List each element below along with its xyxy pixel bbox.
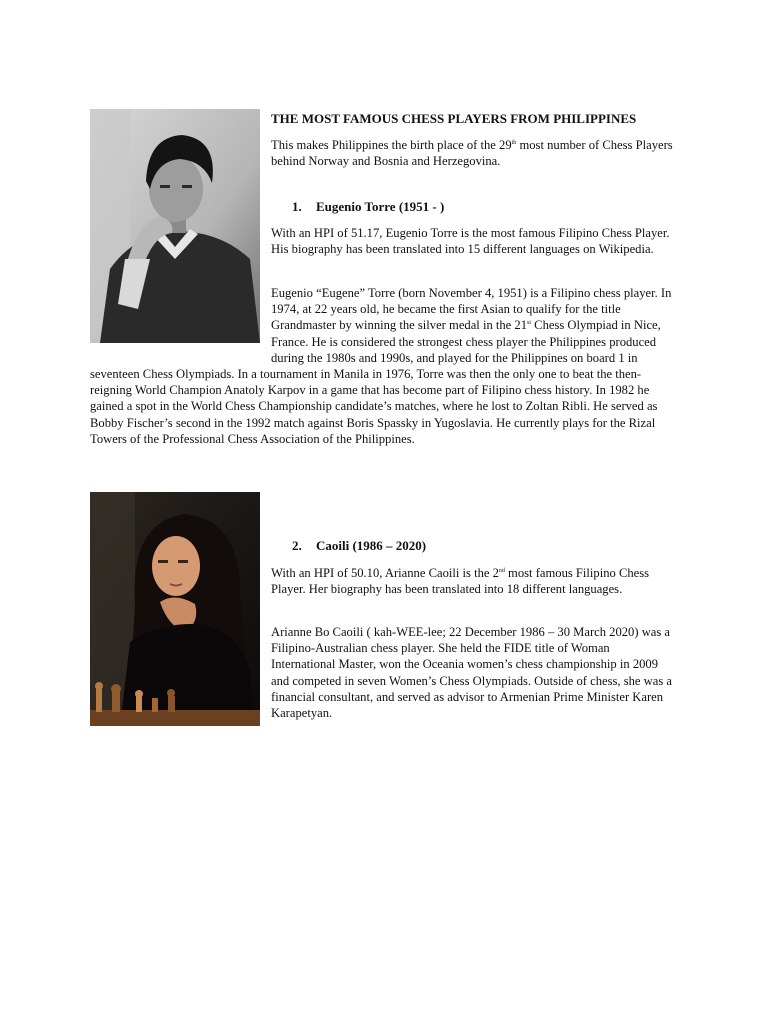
intro-paragraph [271,137,676,169]
torre-summary-paragraph: With an HPI of 51.17, Eugenio Torre is the most famous Filipino Chess Player. His biography has been translated into 15 different languages on Wikipedia. [271,226,670,257]
section-heading-text: Eugenio Torre (1951 - ) [316,199,445,214]
caoili-biography-paragraph: Arianne Bo Caoili ( kah-WEE-lee; 22 December 1986 – 30 March 2020) was a Filipino-Australian chess player. She held the FIDE title of Woman International Master, won the Oceania women’s chess championship in 2009 and competed in seven Women’s Chess Olympiads. Outside of chess, she was a financial consultant, and served as advisor to Armenian Prime Minister Karen Karapetyan. [271,625,672,721]
section-number: 1. [292,199,302,214]
torre-bio-text-start: Eugenio “Eugene” Torre (born November 4, 1951) is a Filipino chess player. In 1974, at 22 years old, he became the first Asian to qualify for the title Grandmaster by winning the silver medal in the 21 [271,286,672,333]
section-number: 2. [292,538,302,553]
intro-text-start: This makes Philippines the birth place of the 29 [271,138,512,152]
caoili-summary-text-start: With an HPI of 50.10, Arianne Caoili is the 2 [271,566,499,580]
caoili-summary-superscript: nd [498,568,505,574]
caoili-summary-text-end: most famous Filipino Chess Player. Her biography has been translated into 18 different languages. [271,566,650,597]
torre-biography-paragraph [90,285,676,447]
caoili-summary-paragraph [271,565,676,597]
intro-text-end: most number of Chess Players behind Norway and Bosnia and Herzegovina. [271,138,673,169]
intro-superscript: th [511,140,517,146]
section-heading-caoili [292,538,426,554]
section-heading-text: Caoili (1986 – 2020) [316,538,427,553]
torre-bio-superscript: st [527,320,532,327]
torre-bio-text-end: Chess Olympiad in Nice, France. He is considered the strongest chess player the Philippines produced during the 1980s and 1990s, and played for the Philippines on board 1 in seventeen Chess Olympiads. In a tournament in Manila in 1976, Torre was then the only one to beat the then-reigning World Champion Anatoly Karpov in a game that has become part of Filipino chess history. In 1982 he gained a spot in the World Chess Championship candidate’s matches, where he lost to Zoltan Ribli. He served as Bobby Fischer’s second in the 1992 match against Boris Spassky in Yugoslavia. He currently plays for the Rizal Towers of the Professional Chess Association of the Philippines. [90,318,661,446]
document-title: THE MOST FAMOUS CHESS PLAYERS FROM PHILIPPINES [271,111,637,126]
photo-wrap-spacer [90,285,271,358]
section-heading-torre [292,199,444,215]
portrait-arianne-caoili-image [90,492,260,726]
